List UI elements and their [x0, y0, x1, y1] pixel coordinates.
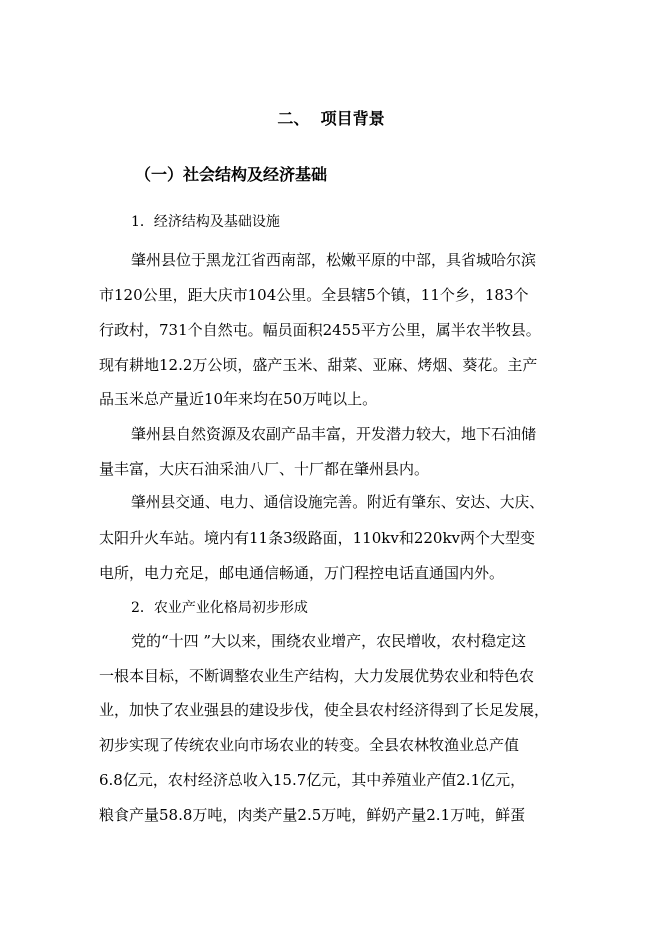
paragraph-line: 品玉米总产量近10年来均在50万吨以上。 — [99, 390, 378, 408]
subsection-title: （一）社会结构及经济基础 — [135, 165, 328, 184]
paragraph-line: 电所，电力充足，邮电通信畅通，万门程控电话直通国内外。 — [99, 564, 505, 582]
paragraph-line: 市120公里，距大庆市104公里。全县辖5个镇，11个乡，183个 — [99, 286, 529, 304]
paragraph-line: 行政村，731个自然屯。幅员面积2455平方公里，属半农半牧县。 — [99, 321, 541, 339]
paragraph-line: 太阳升火车站。境内有11条3级路面，110kv和220kv两个大型变 — [99, 529, 536, 547]
paragraph-line: 初步实现了传统农业向市场农业的转变。全县农林牧渔业总产值 — [99, 736, 520, 754]
heading-agri-industrialization: 2．农业产业化格局初步形成 — [131, 600, 308, 616]
paragraph-line: 肇州县自然资源及农副产品丰富，开发潜力较大，地下石油储 — [131, 425, 537, 443]
paragraph-line: 粮食产量58.8万吨，肉类产量2.5万吨，鲜奶产量2.1万吨，鲜蛋 — [99, 806, 526, 824]
paragraph-line: 业，加快了农业强县的建设步伐，使全县农村经济得到了长足发展， — [99, 701, 550, 719]
heading-economic-structure: 1．经济结构及基础设施 — [131, 214, 280, 230]
paragraph-line: 量丰富，大庆石油采油八厂、十厂都在肇州县内。 — [99, 460, 430, 478]
paragraph-line: 现有耕地12.2万公顷，盛产玉米、甜菜、亚麻、烤烟、葵花。主产 — [99, 356, 538, 374]
section-title: 二、 项目背景 — [277, 109, 385, 128]
paragraph-line: 6.8亿元，农村经济总收入15.7亿元，其中养殖业产值2.1亿元， — [99, 771, 526, 789]
paragraph-line: 肇州县交通、电力、通信设施完善。附近有肇东、安达、大庆、 — [131, 494, 544, 511]
paragraph-line: 党的“十四 ”大以来，围绕农业增产，农民增收，农村稳定这 — [131, 632, 527, 650]
paragraph-line: 肇州县位于黑龙江省西南部，松嫩平原的中部，具省城哈尔滨 — [131, 251, 537, 269]
paragraph-line: 一根本目标，不断调整农业生产结构，大力发展优势农业和特色农 — [99, 667, 535, 685]
